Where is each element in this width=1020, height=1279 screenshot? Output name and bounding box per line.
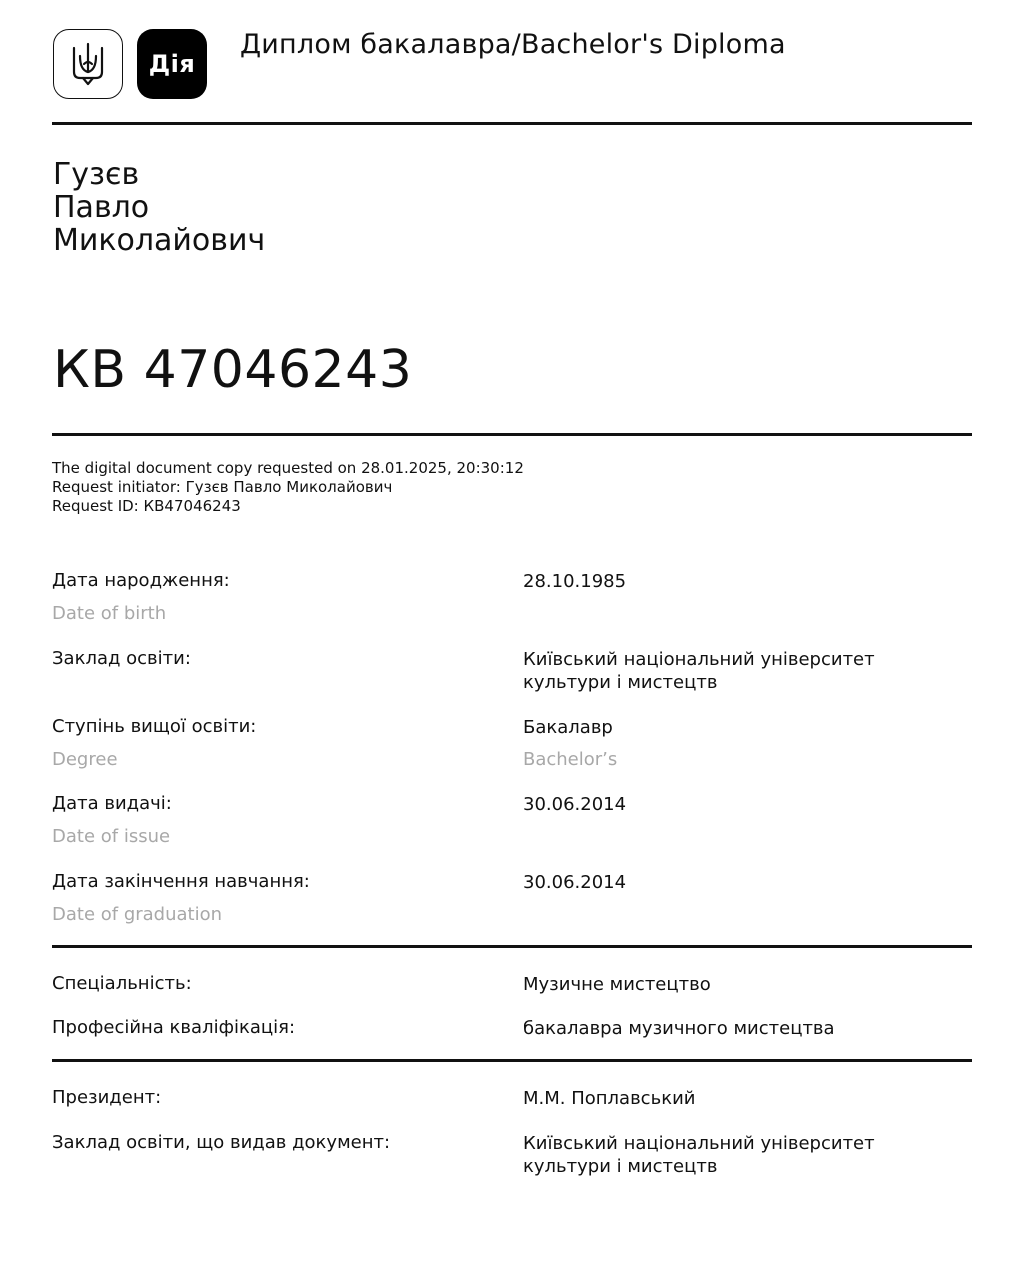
degree-subvalue: Bachelor’s [523,749,618,770]
request-initiator: Request initiator: Гузєв Павло Миколайович [52,478,393,496]
qualification-label: Професійна кваліфікація: [52,1017,296,1038]
request-id: Request ID: КВ47046243 [52,497,241,515]
graduation-date-label: Дата закінчення навчання: [52,871,310,892]
divider [52,1059,972,1062]
president-value: М.М. Поплавський [523,1088,696,1109]
institution-label: Заклад освіти: [52,648,191,669]
degree-value: Бакалавр [523,717,613,738]
issuing-institution-value [523,1132,963,1178]
birth-date-sublabel: Date of birth [52,603,167,624]
degree-sublabel: Degree [52,749,118,770]
trident-glyph [71,42,105,86]
degree-label: Ступінь вищої освіти: [52,716,257,737]
holder-surname: Гузєв [53,157,140,192]
institution-value [523,648,963,694]
divider [52,945,972,948]
issuing-institution-label: Заклад освіти, що видав документ: [52,1132,391,1153]
request-date: The digital document copy requested on 28.01.2025, 20:30:12 [52,459,524,477]
request-info [52,459,524,516]
diia-logo [137,29,207,99]
divider [52,122,972,125]
institution-value-line1: Київський національний університет [523,649,875,670]
holder-given-name: Павло [53,190,150,225]
institution-value-line2: культури і мистецтв [523,672,718,693]
ukrainian-trident-icon [53,29,123,99]
president-label: Президент: [52,1087,162,1108]
qualification-value: бакалавра музичного мистецтва [523,1018,835,1039]
issuing-institution-value-line1: Київський національний університет [523,1133,875,1154]
divider [52,433,972,436]
birth-date-label: Дата народження: [52,570,230,591]
birth-date-value: 28.10.1985 [523,571,627,592]
issue-date-value: 30.06.2014 [523,794,627,815]
graduation-date-sublabel: Date of graduation [52,904,223,925]
issue-date-label: Дата видачі: [52,793,172,814]
issuing-institution-value-line2: культури і мистецтв [523,1156,718,1177]
diia-logo-text: Дія [148,50,196,78]
holder-patronymic: Миколайович [53,223,266,258]
document-title: Диплом бакалавра/Bachelor's Diploma [240,29,786,60]
document-number: КВ 47046243 [53,340,413,400]
issue-date-sublabel: Date of issue [52,826,171,847]
specialty-value: Музичне мистецтво [523,974,711,995]
specialty-label: Спеціальність: [52,973,192,994]
graduation-date-value: 30.06.2014 [523,872,627,893]
